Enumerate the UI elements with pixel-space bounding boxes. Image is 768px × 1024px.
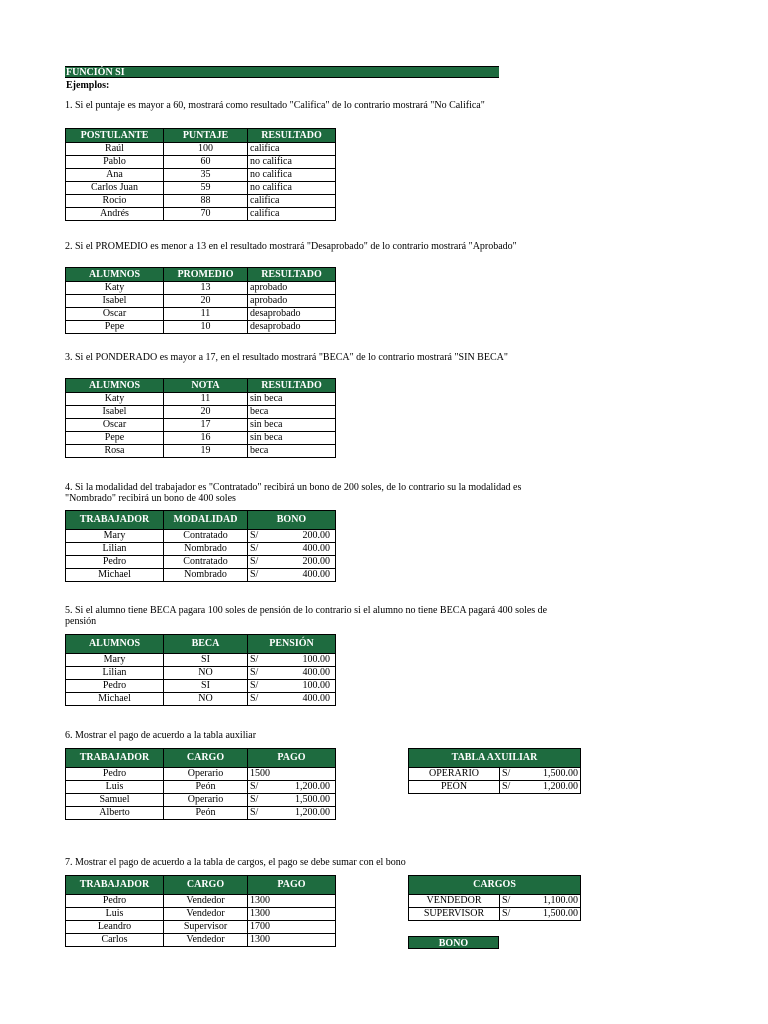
- currency-symbol[interactable]: S/: [500, 781, 530, 794]
- amount: 100.00: [302, 654, 330, 665]
- table-row: [66, 308, 336, 321]
- table-row: [66, 406, 336, 419]
- cell[interactable]: Michael: [66, 569, 164, 582]
- cell[interactable]: 70: [164, 208, 248, 221]
- ex1-header-postulante: POSTULANTE: [66, 129, 164, 143]
- ex7-table: [65, 875, 336, 947]
- cell[interactable]: Nombrado: [164, 569, 248, 582]
- table-row: [66, 934, 336, 947]
- cell[interactable]: beca: [248, 445, 336, 458]
- cell[interactable]: sin beca: [248, 393, 336, 406]
- table-row: [66, 908, 336, 921]
- ex5-description-line2: pensión: [65, 616, 97, 627]
- cell[interactable]: Vendedor: [164, 934, 248, 947]
- cell[interactable]: OPERARIO: [409, 768, 500, 781]
- currency-symbol: S/: [250, 543, 259, 554]
- cell[interactable]: Samuel: [66, 794, 164, 807]
- table-row: [66, 282, 336, 295]
- table-row: [66, 556, 336, 569]
- cell[interactable]: Vendedor: [164, 895, 248, 908]
- table-row: [409, 895, 581, 908]
- cell[interactable]: Katy: [66, 393, 164, 406]
- cell[interactable]: Mary: [66, 654, 164, 667]
- table-row: [66, 807, 336, 820]
- table-row: [409, 768, 581, 781]
- ex5-header-pension: PENSIÓN: [248, 635, 336, 654]
- currency-symbol: S/: [250, 654, 259, 665]
- table-row: [409, 908, 581, 921]
- ex6-header-cargo: CARGO: [164, 749, 248, 768]
- amount: 1,500.00: [295, 794, 330, 805]
- amount: 400.00: [302, 543, 330, 554]
- table-row: [66, 667, 336, 680]
- currency-symbol: S/: [250, 667, 259, 678]
- cell[interactable]: Rosa: [66, 445, 164, 458]
- cell[interactable]: Isabel: [66, 295, 164, 308]
- examples-label: Ejemplos:: [66, 80, 110, 91]
- cell[interactable]: Supervisor: [164, 921, 248, 934]
- ex6-description: 6. Mostrar el pago de acuerdo a la tabla auxiliar: [65, 730, 257, 741]
- cell[interactable]: 100: [164, 143, 248, 156]
- cell[interactable]: no califica: [248, 156, 336, 169]
- cell[interactable]: 1300: [248, 934, 336, 947]
- cell[interactable]: aprobado: [248, 282, 336, 295]
- cell[interactable]: 10: [164, 321, 248, 334]
- cell[interactable]: SUPERVISOR: [409, 908, 500, 921]
- ex4-table: [65, 510, 336, 582]
- table-row: [66, 208, 336, 221]
- table-row: [66, 445, 336, 458]
- currency-cell[interactable]: [248, 794, 336, 807]
- cell[interactable]: 59: [164, 182, 248, 195]
- ex5-table: [65, 634, 336, 706]
- ex4-description-line1: 4. Si la modalidad del trabajador es "Contratado" recibirá un bono de 200 soles, de lo contrario su la modalidad es: [65, 482, 522, 493]
- cell[interactable]: Vendedor: [164, 908, 248, 921]
- cell[interactable]: califica: [248, 195, 336, 208]
- amount: 200.00: [302, 530, 330, 541]
- table-row: [66, 530, 336, 543]
- currency-cell[interactable]: [248, 807, 336, 820]
- cell[interactable]: Pedro: [66, 895, 164, 908]
- table-row: [66, 321, 336, 334]
- cell[interactable]: Isabel: [66, 406, 164, 419]
- currency-cell[interactable]: [248, 530, 336, 543]
- amount: 1,200.00: [295, 781, 330, 792]
- table-row: [66, 781, 336, 794]
- ex7-description: 7. Mostrar el pago de acuerdo a la tabla de cargos, el pago se debe sumar con el bono: [65, 857, 406, 868]
- ex3-table: [65, 378, 336, 458]
- cell[interactable]: Andrés: [66, 208, 164, 221]
- auxiliary-table: [408, 748, 581, 794]
- cell[interactable]: Pedro: [66, 556, 164, 569]
- amount: 100.00: [302, 680, 330, 691]
- cell[interactable]: Pablo: [66, 156, 164, 169]
- table-row: [66, 543, 336, 556]
- ex3-header-alumnos: ALUMNOS: [66, 379, 164, 393]
- cell[interactable]: 20: [164, 406, 248, 419]
- ex4-header-trabajador: TRABAJADOR: [66, 511, 164, 530]
- amount: 400.00: [302, 667, 330, 678]
- ex1-table: [65, 128, 336, 221]
- ex2-header-alumnos: ALUMNOS: [66, 268, 164, 282]
- ex7-header-trabajador: TRABAJADOR: [66, 876, 164, 895]
- cell[interactable]: sin beca: [248, 432, 336, 445]
- cell[interactable]: no califica: [248, 182, 336, 195]
- cell[interactable]: 88: [164, 195, 248, 208]
- cell[interactable]: 60: [164, 156, 248, 169]
- table-row: [66, 195, 336, 208]
- cell[interactable]: Leandro: [66, 921, 164, 934]
- cargos-table: [408, 875, 581, 921]
- cell[interactable]: Ana: [66, 169, 164, 182]
- cell[interactable]: 11: [164, 308, 248, 321]
- cell[interactable]: Carlos Juan: [66, 182, 164, 195]
- cell[interactable]: Luis: [66, 781, 164, 794]
- ex2-header-promedio: PROMEDIO: [164, 268, 248, 282]
- cell[interactable]: SI: [164, 680, 248, 693]
- amount: 1,200.00: [295, 807, 330, 818]
- cell[interactable]: 1300: [248, 895, 336, 908]
- cell[interactable]: Luis: [66, 908, 164, 921]
- ex1-description: 1. Si el puntaje es mayor a 60, mostrará como resultado "Califica" de lo contrario mostrará "No Califica": [65, 100, 485, 111]
- ex3-header-nota: NOTA: [164, 379, 248, 393]
- ex7-header-cargo: CARGO: [164, 876, 248, 895]
- cell[interactable]: 17: [164, 419, 248, 432]
- cell[interactable]: SI: [164, 654, 248, 667]
- table-row: [66, 693, 336, 706]
- amount: 200.00: [302, 556, 330, 567]
- table-row: [66, 569, 336, 582]
- cell[interactable]: 13: [164, 282, 248, 295]
- ex7-header-pago: PAGO: [248, 876, 336, 895]
- currency-symbol: S/: [250, 556, 259, 567]
- ex6-header-pago: PAGO: [248, 749, 336, 768]
- currency-symbol: S/: [250, 569, 259, 580]
- currency-symbol: S/: [250, 530, 259, 541]
- amount[interactable]: 1,500.00: [530, 768, 581, 781]
- ex5-header-alumnos: ALUMNOS: [66, 635, 164, 654]
- currency-symbol: S/: [250, 680, 259, 691]
- table-row: [66, 419, 336, 432]
- amount[interactable]: 1,500.00: [530, 908, 581, 921]
- cell[interactable]: no califica: [248, 169, 336, 182]
- cell[interactable]: 1700: [248, 921, 336, 934]
- table-row: [66, 680, 336, 693]
- ex1-header-resultado: RESULTADO: [248, 129, 336, 143]
- cell[interactable]: Pedro: [66, 680, 164, 693]
- cell[interactable]: sin beca: [248, 419, 336, 432]
- currency-cell[interactable]: [248, 654, 336, 667]
- table-row: [66, 895, 336, 908]
- cell[interactable]: Peón: [164, 781, 248, 794]
- ex6-header-trabajador: TRABAJADOR: [66, 749, 164, 768]
- currency-symbol[interactable]: S/: [500, 908, 530, 921]
- cell[interactable]: NO: [164, 667, 248, 680]
- table-row: [66, 921, 336, 934]
- page-title: FUNCIÓN SI: [65, 66, 499, 78]
- cell[interactable]: Katy: [66, 282, 164, 295]
- ex4-header-bono: BONO: [248, 511, 336, 530]
- cargos-table-title: CARGOS: [409, 876, 581, 895]
- cell[interactable]: Nombrado: [164, 543, 248, 556]
- currency-cell[interactable]: [248, 781, 336, 794]
- ex4-header-modalidad: MODALIDAD: [164, 511, 248, 530]
- cell[interactable]: Raúl: [66, 143, 164, 156]
- cell[interactable]: Michael: [66, 693, 164, 706]
- ex4-description-line2: "Nombrado" recibirá un bono de 400 soles: [65, 493, 236, 504]
- cell[interactable]: VENDEDOR: [409, 895, 500, 908]
- cell[interactable]: 16: [164, 432, 248, 445]
- currency-cell[interactable]: [248, 543, 336, 556]
- cell[interactable]: Carlos: [66, 934, 164, 947]
- cell[interactable]: Mary: [66, 530, 164, 543]
- cell[interactable]: Oscar: [66, 419, 164, 432]
- cell[interactable]: beca: [248, 406, 336, 419]
- table-row: [66, 654, 336, 667]
- cell[interactable]: 11: [164, 393, 248, 406]
- cell[interactable]: Operario: [164, 768, 248, 781]
- cell[interactable]: 35: [164, 169, 248, 182]
- cell[interactable]: desaprobado: [248, 321, 336, 334]
- ex5-description-line1: 5. Si el alumno tiene BECA pagara 100 soles de pensión de lo contrario si el alumno no tiene BECA pagará 400 soles de: [65, 605, 548, 616]
- currency-cell[interactable]: [248, 667, 336, 680]
- ex2-description: 2. Si el PROMEDIO es menor a 13 en el resultado mostrará "Desaprobado" de lo contrario mostrará "Aprobado": [65, 241, 517, 252]
- currency-symbol: S/: [250, 807, 259, 818]
- cell[interactable]: aprobado: [248, 295, 336, 308]
- amount[interactable]: 1,200.00: [530, 781, 581, 794]
- amount: 400.00: [302, 693, 330, 704]
- cell[interactable]: Contratado: [164, 556, 248, 569]
- table-row: [66, 156, 336, 169]
- table-row: [66, 143, 336, 156]
- currency-cell[interactable]: [248, 693, 336, 706]
- cell[interactable]: Pepe: [66, 321, 164, 334]
- table-row: [66, 768, 336, 781]
- cell[interactable]: 19: [164, 445, 248, 458]
- currency-symbol[interactable]: S/: [500, 768, 530, 781]
- cell[interactable]: califica: [248, 143, 336, 156]
- cell[interactable]: Contratado: [164, 530, 248, 543]
- currency-symbol: S/: [250, 794, 259, 805]
- bono-table-title: BONO: [408, 936, 499, 949]
- table-row: [66, 182, 336, 195]
- cell[interactable]: 1300: [248, 908, 336, 921]
- cell[interactable]: Peón: [164, 807, 248, 820]
- ex1-header-puntaje: PUNTAJE: [164, 129, 248, 143]
- cell[interactable]: Pepe: [66, 432, 164, 445]
- ex3-header-resultado: RESULTADO: [248, 379, 336, 393]
- cell[interactable]: Oscar: [66, 308, 164, 321]
- cell[interactable]: NO: [164, 693, 248, 706]
- ex5-header-beca: BECA: [164, 635, 248, 654]
- cell[interactable]: Rocio: [66, 195, 164, 208]
- ex2-header-resultado: RESULTADO: [248, 268, 336, 282]
- table-row: [66, 295, 336, 308]
- cell[interactable]: Operario: [164, 794, 248, 807]
- currency-symbol: S/: [250, 781, 259, 792]
- cell[interactable]: califica: [248, 208, 336, 221]
- currency-cell[interactable]: [248, 569, 336, 582]
- amount: 400.00: [302, 569, 330, 580]
- cell[interactable]: desaprobado: [248, 308, 336, 321]
- table-row: [66, 169, 336, 182]
- table-row: [66, 794, 336, 807]
- auxiliary-table-title: TABLA AXUILIAR: [409, 749, 581, 768]
- cell[interactable]: Lilian: [66, 667, 164, 680]
- table-row: [409, 781, 581, 794]
- cell[interactable]: 1500: [248, 768, 336, 781]
- cell[interactable]: PEÓN: [409, 781, 500, 794]
- cell[interactable]: 20: [164, 295, 248, 308]
- ex3-description: 3. Si el PONDERADO es mayor a 17, en el resultado mostrará "BECA" de lo contrario mostrará "SIN BECA": [65, 352, 508, 363]
- currency-symbol[interactable]: S/: [500, 895, 530, 908]
- ex2-table: [65, 267, 336, 334]
- currency-symbol: S/: [250, 693, 259, 704]
- table-row: [66, 432, 336, 445]
- table-row: [66, 393, 336, 406]
- currency-cell[interactable]: [248, 680, 336, 693]
- cell[interactable]: Lilian: [66, 543, 164, 556]
- ex6-table: [65, 748, 336, 820]
- amount[interactable]: 1,100.00: [530, 895, 581, 908]
- currency-cell[interactable]: [248, 556, 336, 569]
- cell[interactable]: Pedro: [66, 768, 164, 781]
- cell[interactable]: Alberto: [66, 807, 164, 820]
